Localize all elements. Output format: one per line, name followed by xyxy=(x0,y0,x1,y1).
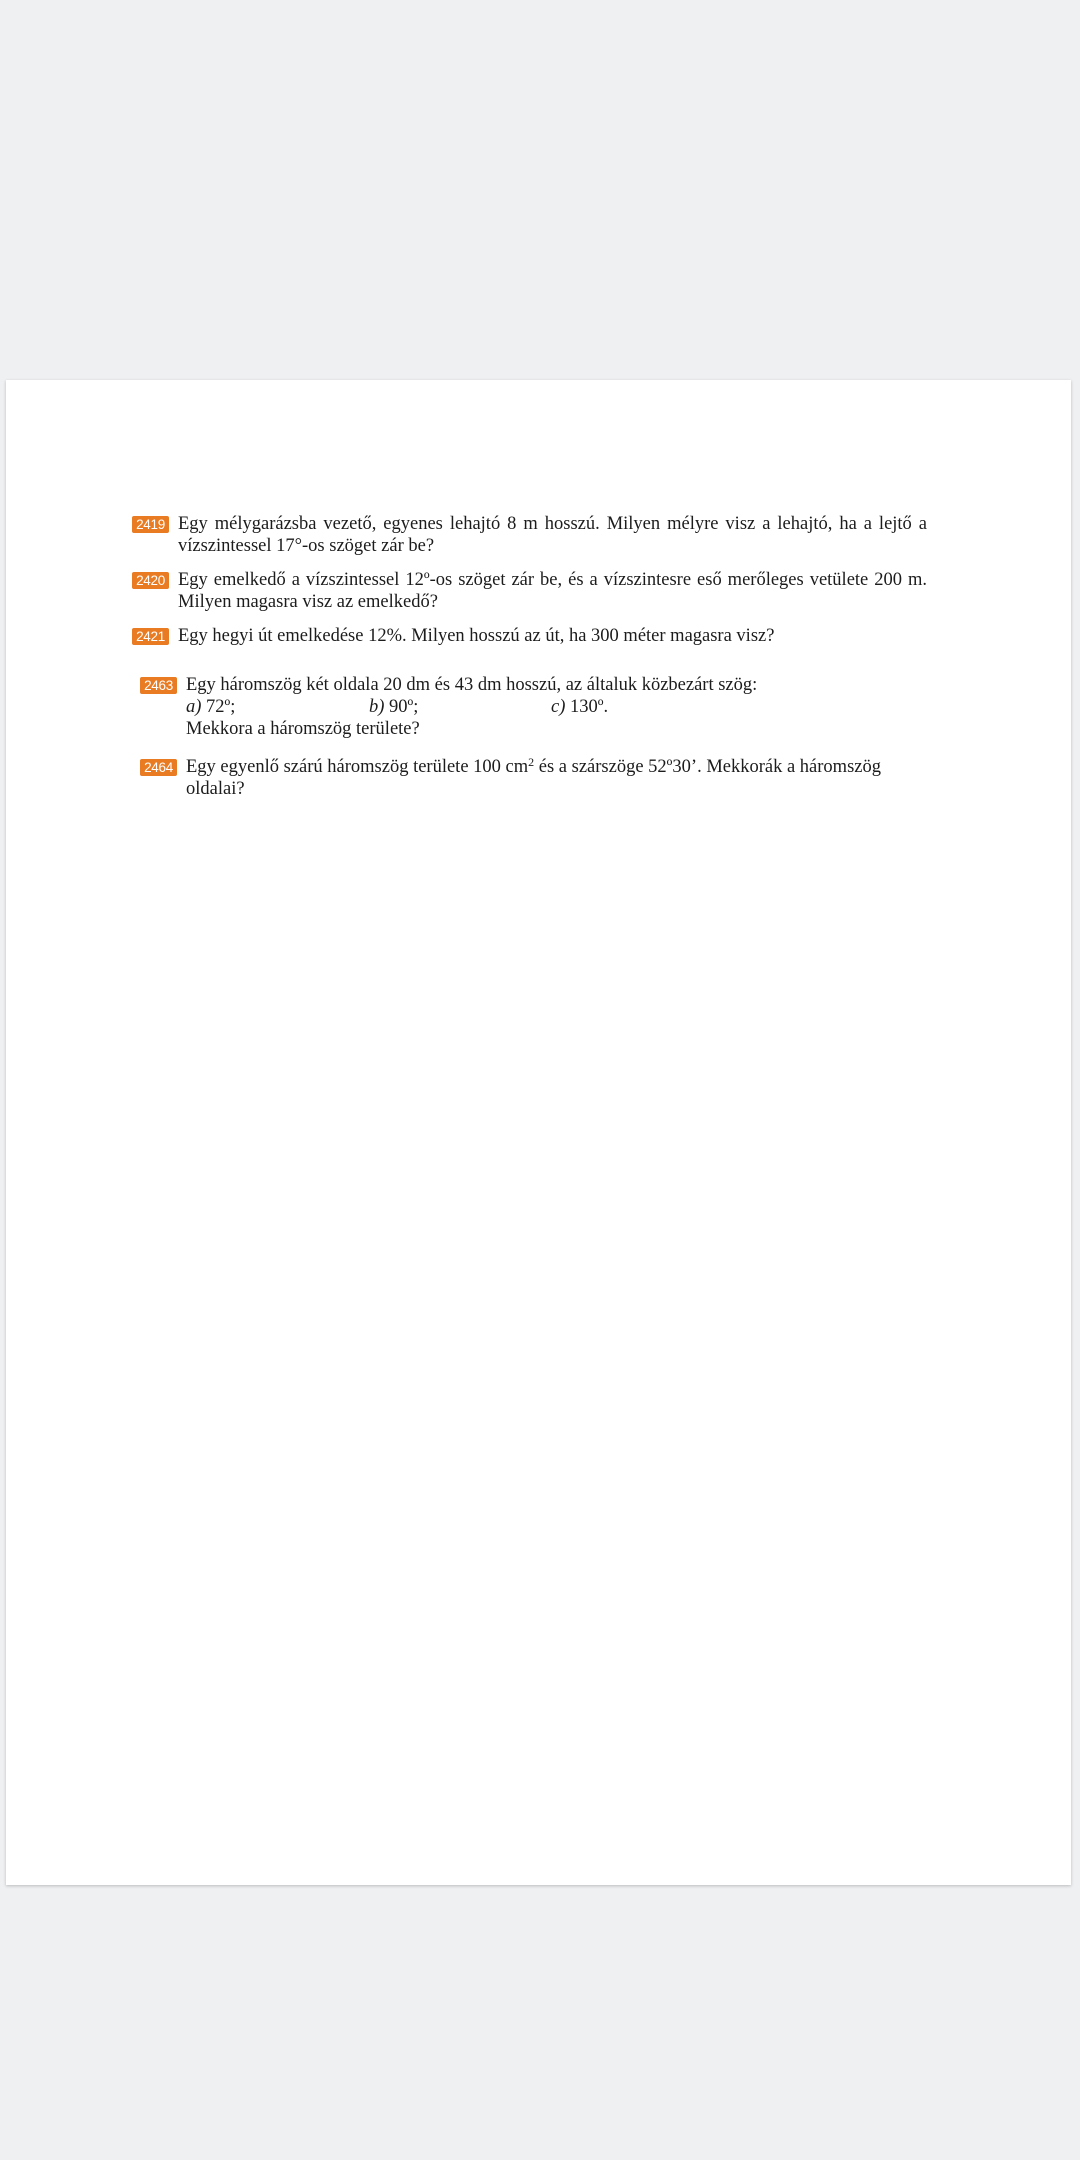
problem-text: Egy mélygarázsba vezető, egyenes lehajtó 8 m hosszú. Milyen mélyre visz a lehajtó, ha a lejtő a vízszintessel 17°-os szöget zár be? xyxy=(178,514,927,556)
problem-text: Egy emelkedő a vízszintessel 12º-os szöget zár be, és a vízszintesre eső merőleges vetülete 200 m. Milyen magasra visz az emelkedő? xyxy=(178,570,927,612)
problem-2464 xyxy=(140,756,900,800)
problem-text: Egy hegyi út emelkedése 12%. Milyen hosszú az út, ha 300 méter magasra visz? xyxy=(178,626,775,646)
problem-2419 xyxy=(132,513,927,557)
problem-question: Mekkora a háromszög területe? xyxy=(186,719,420,739)
problem-number-badge: 2421 xyxy=(132,628,169,645)
option-b: b) 90º; xyxy=(369,697,419,717)
document-page xyxy=(6,380,1071,1885)
option-a: a) 72º; xyxy=(186,697,236,717)
problem-number-badge: 2463 xyxy=(140,677,177,694)
problem-number-badge: 2420 xyxy=(132,572,169,589)
problem-text: Egy egyenlő szárú háromszög területe 100 $cm^2$ és a szárszöge 52º30’. Mekkorák a háromszög oldalai? xyxy=(186,755,881,799)
problem-number-badge: 2464 xyxy=(140,759,177,776)
answer-options xyxy=(186,696,900,718)
problem-2421 xyxy=(132,625,927,647)
problem-text: Egy háromszög két oldala 20 dm és 43 dm hosszú, az általuk közbezárt szög: xyxy=(186,675,758,695)
option-c: c) 130º. xyxy=(551,697,609,717)
problem-number-badge: 2419 xyxy=(132,516,169,533)
problem-2420 xyxy=(132,569,927,613)
problem-2463 xyxy=(140,674,900,740)
